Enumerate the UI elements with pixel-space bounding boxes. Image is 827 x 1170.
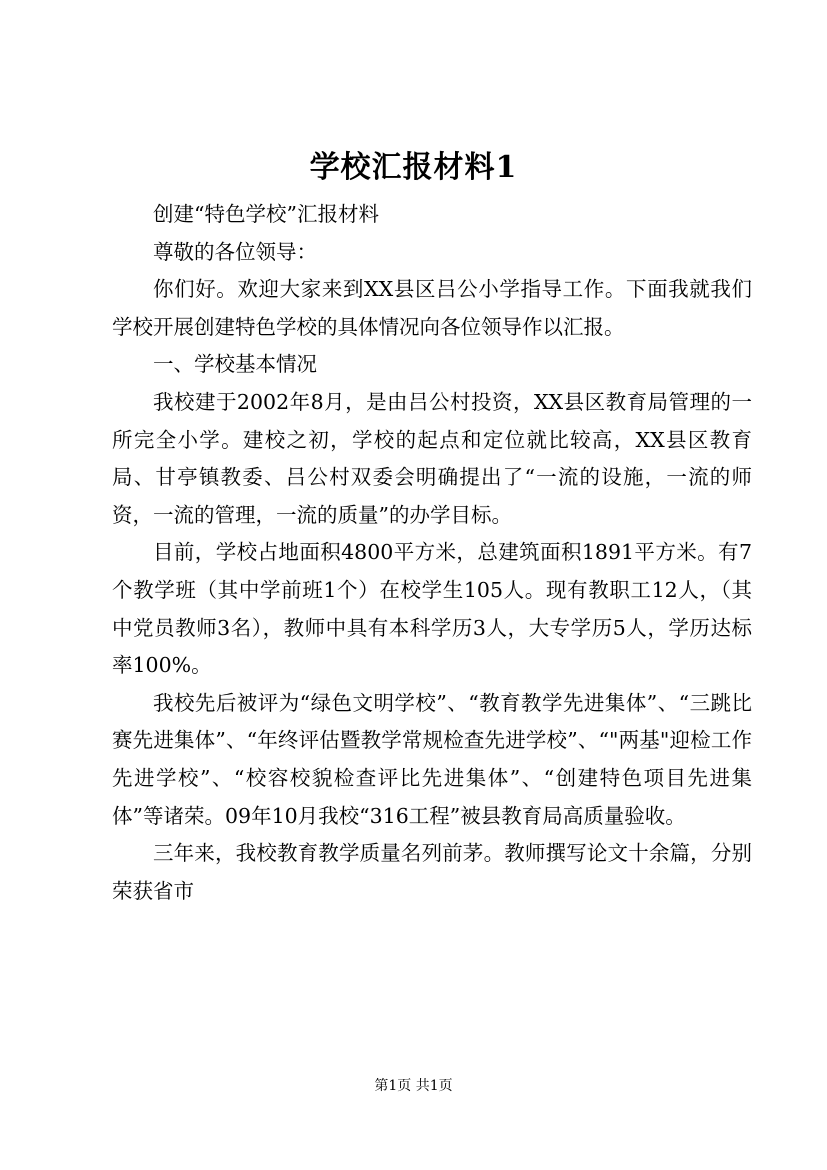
- document-title: 学校汇报材料1: [309, 150, 518, 185]
- paragraph-honors: 我校先后被评为“绿色文明学校”、“教育教学先进集体”、“三跳比赛先进集体”、“年终评估暨教学常规检查先进学校”、“"两基"迎检工作先进学校”、“校容校貌检查评比先进集体”、“创建特色项目先进集体”等诸荣。09年10月我校“316工程”被县教育局高质量验收。: [112, 690, 752, 828]
- paragraph-quality: 三年来，我校教育教学质量名列前茅。教师撰写论文十余篇，分别荣获省市: [112, 841, 752, 903]
- page-footer: 第1页 共1页: [374, 1078, 453, 1094]
- paragraph-heading: 创建“特色学校”汇报材料: [153, 202, 379, 226]
- paragraph-greeting: 你们好。欢迎大家来到XX县区吕公小学指导工作。下面我就我们学校开展创建特色学校的具体情况向各位领导作以汇报。: [112, 277, 752, 339]
- section-heading-basic-info: 一、学校基本情况: [153, 352, 317, 377]
- paragraph-salutation: 尊敬的各位领导：: [153, 239, 317, 264]
- document-body: [112, 196, 752, 910]
- paragraph-statistics: 目前，学校占地面积4800平方米，总建筑面积1891平方米。有7个教学班（其中学前班1个）在校学生105人。现有教职工12人，（其中党员教师3名），教师中具有本科学历3人，大专学历5人，学历达标率100%。: [112, 540, 752, 678]
- paragraph-founding: 我校建于2002年8月，是由吕公村投资，XX县区教育局管理的一所完全小学。建校之初，学校的起点和定位就比较高，XX县区教育局、甘亭镇教委、吕公村双委会明确提出了“一流的设施，一流的师资，一流的管理，一流的质量”的办学目标。: [112, 389, 752, 527]
